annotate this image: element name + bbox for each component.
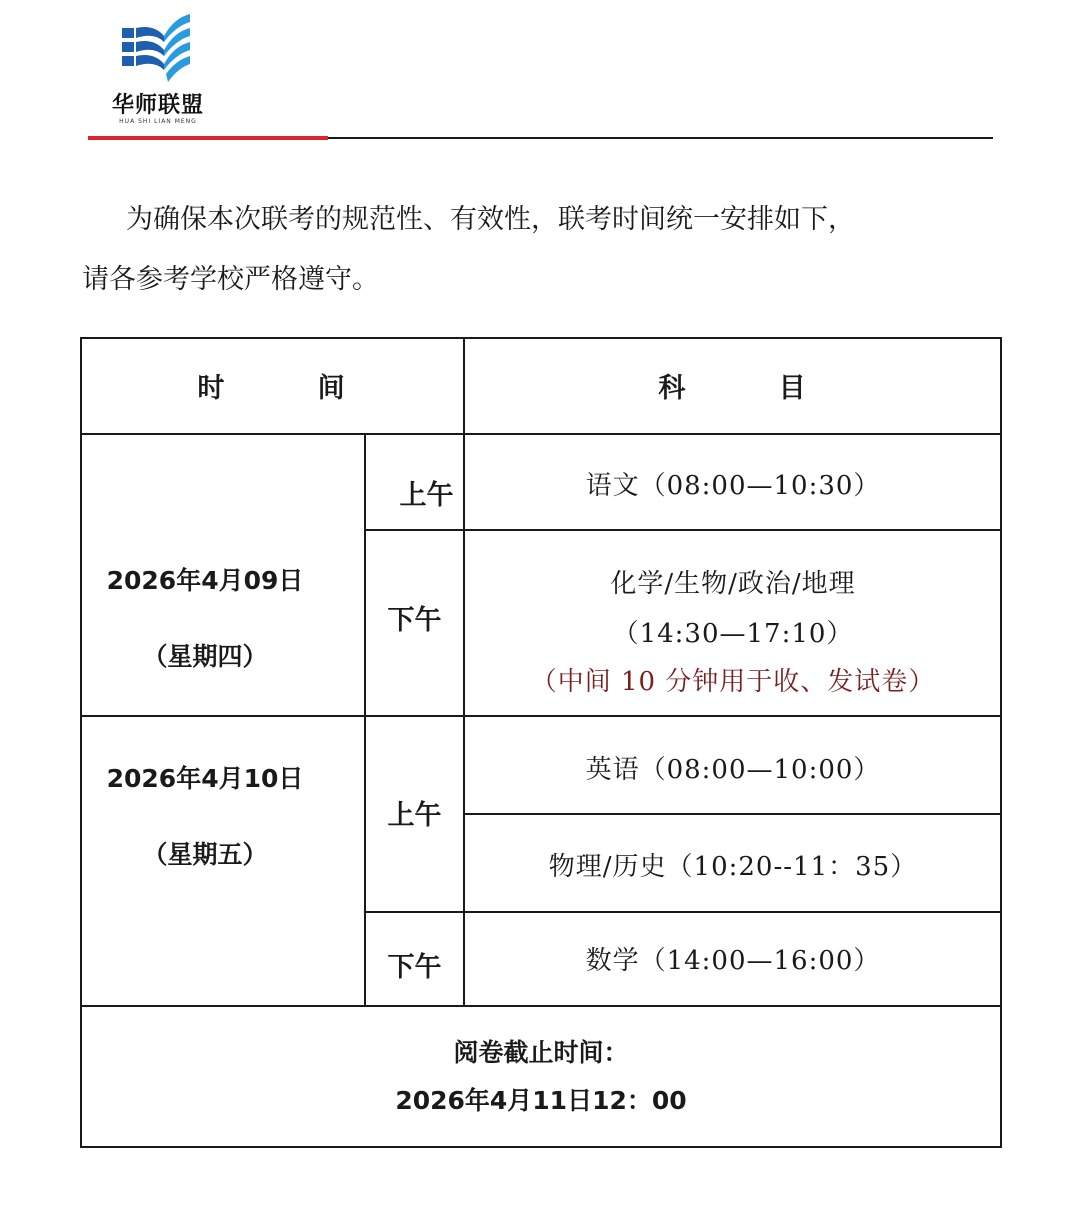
- day1-afternoon-subject: 化学/生物/政治/地理: [610, 568, 856, 599]
- day2-period-divider: [365, 911, 1002, 913]
- header-rule-red: [88, 136, 328, 140]
- table-border-right: [1000, 337, 1002, 1148]
- day2-afternoon-label: 下午: [387, 951, 442, 983]
- book-logo-icon: [120, 8, 192, 86]
- day2-subject-divider: [465, 813, 1002, 815]
- day1-morning-subject: 语文（08:00—10:30）: [585, 470, 881, 501]
- table-border-bottom: [80, 1146, 1002, 1148]
- day1-afternoon-label: 下午: [387, 604, 442, 636]
- table-border-left: [80, 337, 82, 1148]
- day2-weekday: （星期五）: [142, 840, 268, 869]
- day2-date: 2026年4月10日: [106, 764, 304, 793]
- day2-afternoon-subject: 数学（14:00—16:00）: [585, 945, 881, 976]
- date-period-divider: [364, 433, 366, 1007]
- column-header-time: 时 间: [197, 373, 347, 404]
- deadline-value: 2026年4月11日12：00: [395, 1086, 687, 1115]
- day1-date: 2026年4月09日: [106, 566, 304, 595]
- day1-morning-label: 上午: [399, 479, 454, 511]
- day2-morning-label: 上午: [387, 799, 442, 831]
- intro-line-2: 请各参考学校严格遵守。: [82, 264, 379, 295]
- column-header-subject: 科 目: [658, 373, 808, 404]
- day1-afternoon-note: （中间 10 分钟用于收、发试卷）: [530, 666, 936, 697]
- schedule-table: [80, 337, 1002, 1148]
- logo: [96, 8, 226, 126]
- logo-name: 华师联盟: [111, 93, 204, 118]
- logo-subtitle: HUA SHI LIAN MENG: [119, 118, 197, 125]
- day1-period-divider: [365, 529, 1002, 531]
- deadline-divider: [80, 1005, 1002, 1007]
- intro-line-1: 为确保本次联考的规范性、有效性，联考时间统一安排如下，: [126, 204, 855, 235]
- day-divider: [80, 715, 1002, 717]
- day2-morning-subject-english: 英语（08:00—10:00）: [585, 754, 881, 785]
- intro-paragraph: [82, 190, 1002, 310]
- deadline-label: 阅卷截止时间：: [453, 1038, 629, 1067]
- day1-weekday: （星期四）: [142, 642, 268, 671]
- header-rule-black: [328, 137, 993, 139]
- day2-morning-subject-physics-history: 物理/历史（10:20--11：35）: [548, 851, 918, 882]
- day1-afternoon-time: （14:30—17:10）: [612, 618, 854, 649]
